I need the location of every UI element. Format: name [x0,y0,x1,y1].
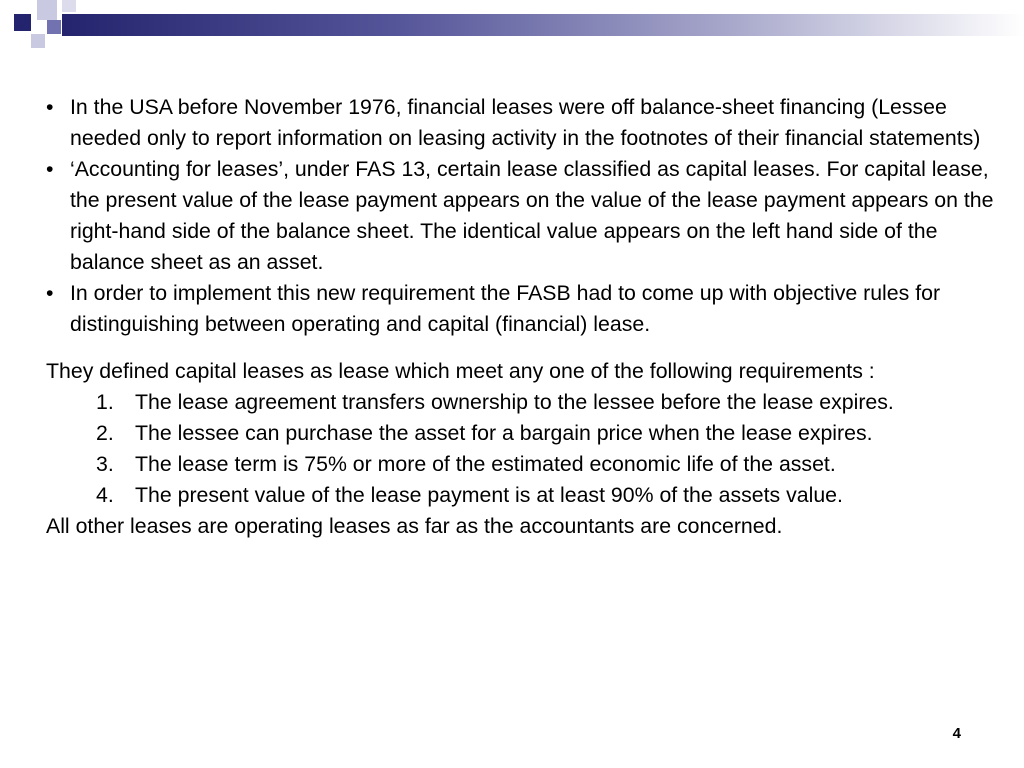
requirement-number: 4. [96,483,114,507]
bullet-marker: • [46,157,54,181]
requirement-number: 3. [96,452,114,476]
bullet-text: In order to implement this new requirement the FASB had to come up with objective rules for distinguishing between operating and capital (financial) lease. [70,281,941,336]
requirement-text: The lease agreement transfers ownership to the lessee before the lease expires. [135,390,894,414]
bullet-list [46,92,996,340]
page-number: 4 [952,725,961,742]
requirement-number: 2. [96,421,114,445]
bullet-text: In the USA before November 1976, financial leases were off balance-sheet financing (Lessee needed only to report information on leasing activity in the footnotes of their financial statements) [70,95,981,150]
requirement-text: The lessee can purchase the asset for a bargain price when the lease expires. [135,421,873,445]
bullet-item [46,278,996,340]
requirement-text: The lease term is 75% or more of the estimated economic life of the asset. [135,452,836,476]
header-gradient-bar [62,14,1024,36]
closing-paragraph: All other leases are operating leases as far as the accountants are concerned. [46,514,783,538]
bullet-item [46,92,996,154]
requirement-item [46,449,996,480]
bullet-text: ‘Accounting for leases’, under FAS 13, certain lease classified as capital leases. For capital lease, the present value of the lease payment appears on the value of the lease payment appears on the right-hand side of the balance sheet. The identical value appears on the left hand side of the balance sheet as an asset. [70,157,994,274]
header-square-mid [47,20,61,34]
bullet-marker: • [46,281,54,305]
requirement-item [46,480,996,511]
slide-content [46,92,996,542]
bullet-marker: • [46,95,54,119]
header-square-dark [14,14,31,31]
requirement-text: The present value of the lease payment is at least 90% of the assets value. [135,483,843,507]
requirement-number: 1. [96,390,114,414]
requirements-list [46,387,996,511]
header-square-light [37,0,57,20]
bullet-item [46,154,996,278]
requirement-item [46,418,996,449]
intro-paragraph: They defined capital leases as lease which meet any one of the following requirements : [46,359,875,383]
header-square-light [62,0,76,12]
header-square-light [31,34,45,48]
requirement-item [46,387,996,418]
